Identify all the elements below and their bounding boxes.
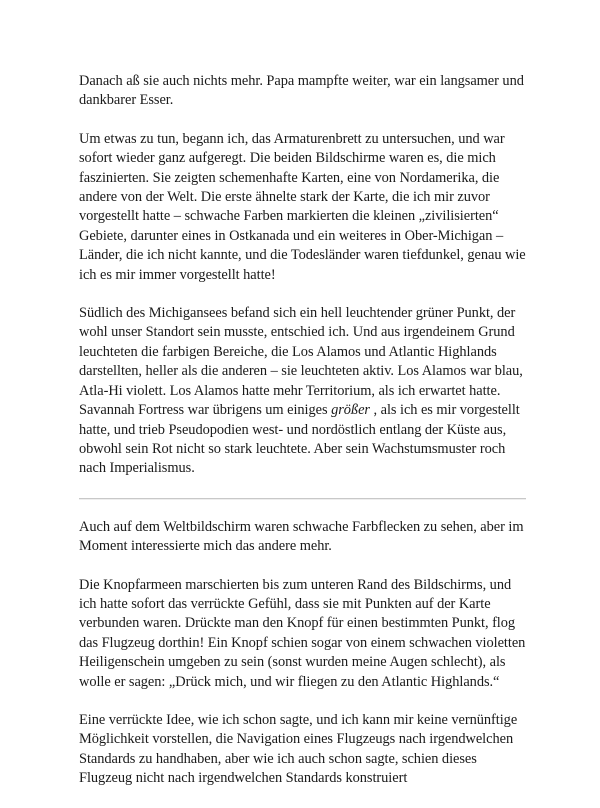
paragraph-6: Eine verrückte Idee, wie ich schon sagte, und ich kann mir keine vernünftige Möglichkeit vorstellen, die Navigation eines Flugzeugs nach irgendwelchen Standards zu handhaben, aber wie ich auch schon sagte, schien dieses Flugzeug nicht nach irgendwelchen Standards konstruiert xyxy=(79,711,518,787)
paragraph-5: Die Knopfarmeen marschierten bis zum unteren Rand des Bildschirms, und ich hatte sofort das verrückte Gefühl, dass sie mit Punkten auf der Karte verbunden waren. Drückte man den Knopf für einen bestimmten Punkt, flog das Flugzeug dorthin! Ein Knopf schien sogar von einem schwachen violetten Heiligenschein umgeben zu sein (sonst wurden meine Augen schlecht), als wolle er sagen: „Drück mich, und wir fliegen zu den Atlantic Highlands.“ xyxy=(79,576,526,690)
document-page xyxy=(79,72,526,808)
paragraph-3-text-before: Südlich des Michigansees befand sich ein hell leuchtender grüner Punkt, der wohl unser Standort sein musste, entschied ich. Und aus irgendeinem Grund leuchteten die farbigen Bereiche, die Los Alamos und Atlantic Highlands darstellten, heller als die anderen – sie leuchteten aktiv. Los Alamos war blau, Atla-Hi violett. Los Alamos hatte mehr Territorium, als ich erwartet hatte. Savannah Fortress war übrigens um einiges xyxy=(79,305,523,419)
paragraph-3 xyxy=(79,304,526,479)
paragraph-3-text-after: , als ich es mir vorgestellt hatte, und trieb Pseudopodien west- und nordöstlich entlang der Küste aus, obwohl sein Rot nicht so stark leuchtete. Aber sein Wachstumsmuster roch nach Imperialismus. xyxy=(79,402,520,477)
paragraph-1: Danach aß sie auch nichts mehr. Papa mampfte weiter, war ein langsamer und dankbarer Esser. xyxy=(79,73,524,109)
page-divider xyxy=(79,498,526,499)
paragraph-4: Auch auf dem Weltbildschirm waren schwache Farbflecken zu sehen, aber im Moment interessierte mich das andere mehr. xyxy=(79,518,524,555)
paragraph-2: Um etwas zu tun, begann ich, das Armaturenbrett zu untersuchen, und war sofort wieder ganz aufgeregt. Die beiden Bildschirme waren es, die mich faszinierten. Sie zeigten schemenhafte Karten, eine von Nordamerika, die andere von der Welt. Die erste ähnelte stark der Karte, die ich mir zuvor vorgestellt hatte – schwache Farben markierten die kleinen „zivilisierten“ Gebiete, darunter eines in Ostkanada und ein weiteres in Ober-Michigan – Länder, die ich nicht kannte, und die Todesländer waren tiefdunkel, genau wie ich es mir immer vorgestellt hatte! xyxy=(79,130,526,283)
paragraph-3-emphasis: größer xyxy=(331,402,370,419)
